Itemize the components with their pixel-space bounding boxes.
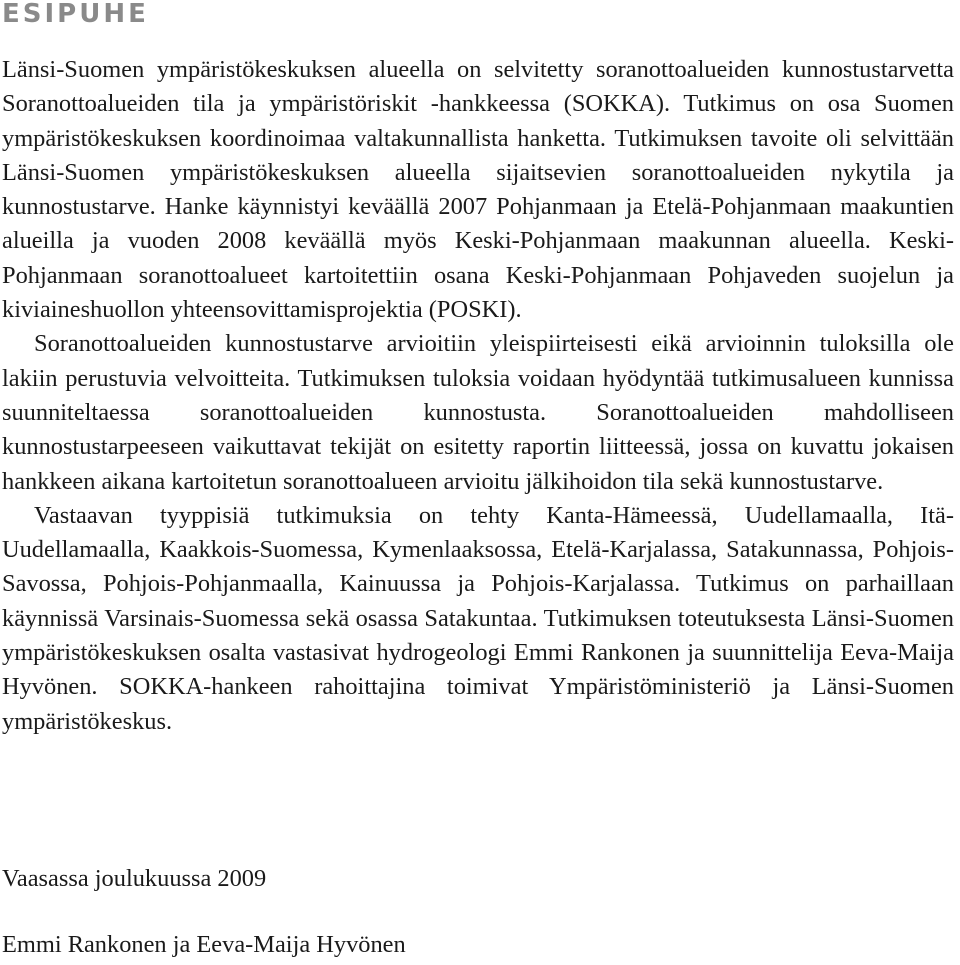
authors-signature: Emmi Rankonen ja Eeva-Maija Hyvönen — [2, 931, 406, 958]
paragraph-2: Soranottoalueiden kunnostustarve arvioitiin yleispiirteisesti eikä arvioinnin tuloksilla ole lakiin perustuvia velvoitteita. Tutkimuksen tuloksia voidaan hyödyntää tutkimusalueen kunnissa suunniteltaessa soranottoalueiden kunnostusta. Soranottoalueiden mahdolliseen kunnostustarpeeseen vaikuttavat tekijät on esitetty raportin liitteessä, jossa on kuvattu jokaisen hankkeen aikana kartoitetun soranottoalueen arvioitu jälkihoidon tila sekä kunnostustarve. — [2, 330, 954, 495]
section-heading: ESIPUHE — [2, 0, 149, 29]
paragraph-1: Länsi-Suomen ympäristökeskuksen alueella on selvitetty soranottoalueiden kunnostustarvetta Soranottoalueiden tila ja ympäristöriskit -hankkeessa (SOKKA). Tutkimus on osa Suomen ympäristökeskuksen koordinoimaa valtakunnallista hanketta. Tutkimuksen tavoite oli selvittään Länsi-Suomen ympäristökeskuksen alueella sijaitsevien soranottoalueiden nykytila ja kunnostustarve. Hanke käynnistyi keväällä 2007 Pohjanmaan ja Etelä-Pohjanmaan maakuntien alueilla ja vuoden 2008 keväällä myös Keski-Pohjanmaan maakunnan alueella. Keski-Pohjanmaan soranottoalueet kartoitettiin osana Keski-Pohjanmaan Pohjaveden suojelun ja kiviaineshuollon yhteensovittamisprojektia (POSKI). — [2, 56, 954, 324]
paragraph-3: Vastaavan tyyppisiä tutkimuksia on tehty Kanta-Hämeessä, Uudellamaalla, Itä-Uudellamaalla, Kaakkois-Suomessa, Kymenlaaksossa, Etelä-Karjalassa, Satakunnassa, Pohjois-Savossa, Pohjois-Pohjanmaalla, Kainuussa ja Pohjois-Karjalassa. Tutkimus on parhaillaan käynnissä Varsinais-Suomessa sekä osassa Satakuntaa. Tutkimuksen toteutuksesta Länsi-Suomen ympäristökeskuksen osalta vastasivat hydrogeologi Emmi Rankonen ja suunnittelija Eeva-Maija Hyvönen. SOKKA-hankeen rahoittajina toimivat Ympäristöministeriö ja Länsi-Suomen ympäristökeskus. — [2, 501, 954, 735]
place-and-date: Vaasassa joulukuussa 2009 — [2, 865, 267, 892]
preface-body — [2, 53, 954, 739]
